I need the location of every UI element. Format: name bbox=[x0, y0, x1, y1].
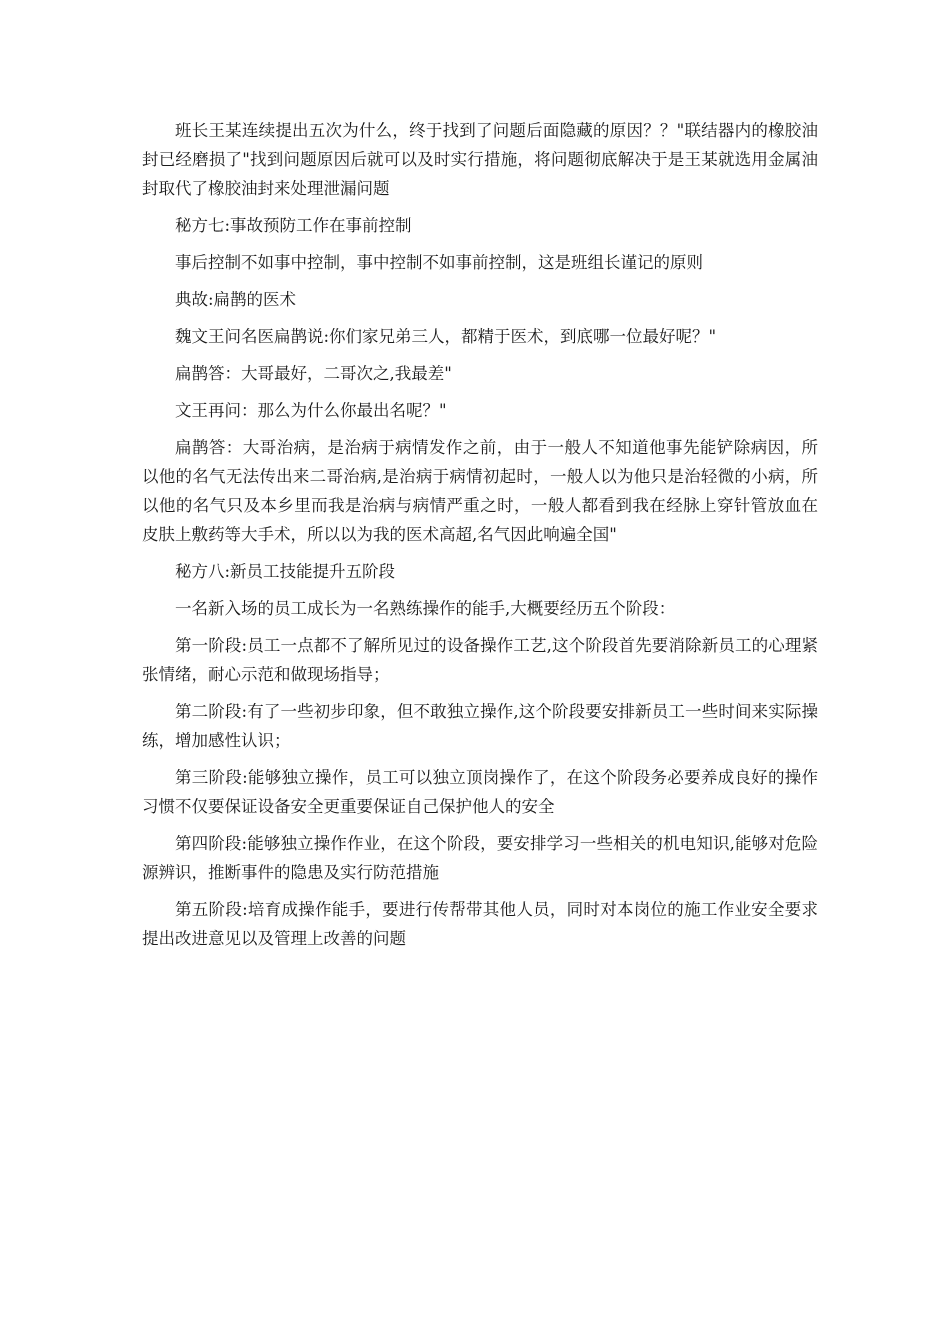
paragraph-stage-1: 第一阶段:员工一点都不了解所见过的设备操作工艺,这个阶段首先要消除新员工的心理紧张情绪，耐心示范和做现场指导； bbox=[142, 636, 818, 684]
heading-secret-eight: 秘方八:新员工技能提升五阶段 bbox=[175, 562, 396, 581]
paragraph-stage-3: 第三阶段:能够独立操作，员工可以独立顶岗操作了，在这个阶段务必要养成良好的操作习惯不仅要保证设备安全更重要保证自己保护他人的安全 bbox=[142, 768, 818, 816]
heading-story-bianque: 典故:扁鹊的医术 bbox=[175, 290, 297, 309]
paragraph-stage-5: 第五阶段:培育成操作能手，要进行传帮带其他人员，同时对本岗位的施工作业安全要求提出改进意见以及管理上改善的问题 bbox=[142, 900, 818, 948]
paragraph-bianque-answer-2: 扁鹊答：大哥治病，是治病于病情发作之前，由于一般人不知道他事先能铲除病因，所以他的名气无法传出来二哥治病,是治病于病情初起时，一般人以为他只是治轻微的小病，所以他的名气只及本乡里而我是治病与病情严重之时，一般人都看到我在经脉上穿针管放血在皮肤上敷药等大手术，所以以为我的医术高超,名气因此响遍全国" bbox=[142, 438, 818, 544]
paragraph-control-principle: 事后控制不如事中控制，事中控制不如事前控制，这是班组长谨记的原则 bbox=[175, 253, 703, 272]
paragraph-wei-question: 魏文王问名医扁鹊说:你们家兄弟三人，都精于医术，到底哪一位最好呢？" bbox=[175, 327, 717, 346]
paragraph-five-stages-intro: 一名新入场的员工成长为一名熟练操作的能手,大概要经历五个阶段： bbox=[175, 599, 676, 618]
paragraph-bianque-answer-1: 扁鹊答：大哥最好，二哥次之,我最差" bbox=[175, 364, 452, 383]
paragraph-wei-question-2: 文王再问：那么为什么你最出名呢？" bbox=[175, 401, 447, 420]
heading-secret-seven: 秘方七:事故预防工作在事前控制 bbox=[175, 216, 412, 235]
document-body bbox=[142, 116, 818, 961]
paragraph-stage-4: 第四阶段:能够独立操作作业，在这个阶段，要安排学习一些相关的机电知识,能够对危险源辨识，推断事件的隐患及实行防范措施 bbox=[142, 834, 818, 882]
paragraph-intro-five-whys: 班长王某连续提出五次为什么，终于找到了问题后面隐藏的原因？？"联结器内的橡胶油封已经磨损了"找到问题原因后就可以及时实行措施，将问题彻底解决于是王某就选用金属油封取代了橡胶油封来处理泄漏问题 bbox=[142, 121, 818, 198]
paragraph-stage-2: 第二阶段:有了一些初步印象，但不敢独立操作,这个阶段要安排新员工一些时间来实际操练，增加感性认识； bbox=[142, 702, 818, 750]
